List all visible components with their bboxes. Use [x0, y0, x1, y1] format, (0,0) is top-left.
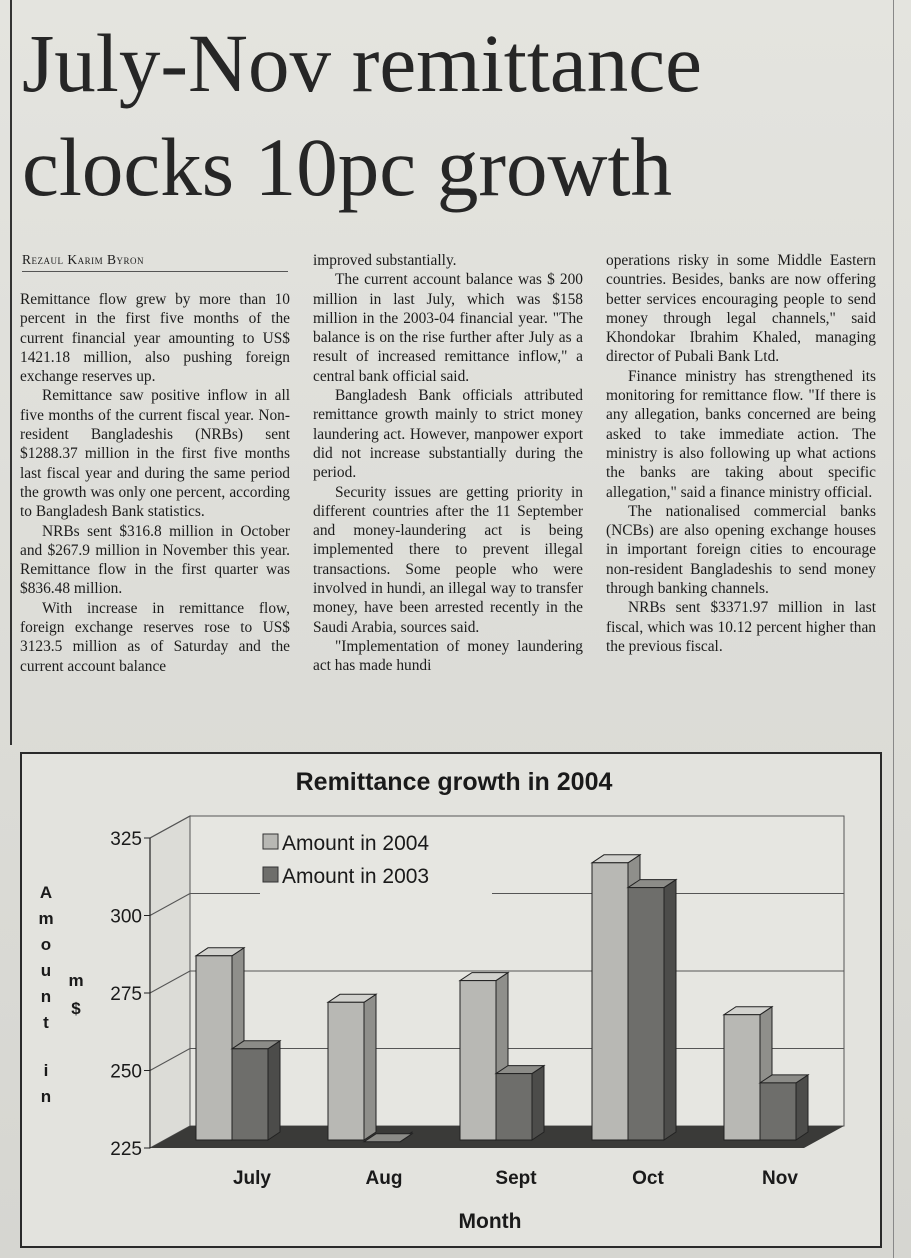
bar	[232, 1041, 280, 1140]
paragraph: NRBs sent $3371.97 million in last fiscal, which was 10.12 percent higher than the previous fiscal.	[606, 599, 876, 655]
article-column-1	[20, 290, 290, 676]
remittance-bar-chart	[22, 754, 880, 1246]
y-axis-label-char: A	[39, 883, 53, 902]
paragraph: Bangladesh Bank officials attributed remittance growth mainly to strict money laundering act. However, manpower export did not increase substantially during the period.	[313, 387, 583, 482]
y-axis-label-char: $	[71, 999, 81, 1018]
x-tick-label: Oct	[632, 1168, 664, 1189]
bar-front	[760, 1083, 796, 1140]
legend-swatch-2004	[263, 834, 278, 849]
chart-frame	[20, 752, 882, 1248]
y-tick-label: 225	[110, 1139, 142, 1160]
x-tick-label: Aug	[365, 1168, 403, 1189]
y-axis-label-char: n	[40, 987, 52, 1006]
bar-front	[592, 863, 628, 1140]
bar-side	[364, 994, 376, 1140]
chart-title: Remittance growth in 2004	[295, 768, 613, 796]
y-axis-label-char: t	[43, 1013, 49, 1032]
x-tick-label: July	[232, 1168, 272, 1189]
x-tick-label: Sept	[495, 1168, 537, 1189]
paragraph: The nationalised commercial banks (NCBs) are also opening exchange houses in important foreign cities to encourage non-resident Bangladeshis to send money through banking channels.	[606, 502, 876, 598]
x-axis-label: Month	[458, 1210, 522, 1233]
paragraph: With increase in remittance flow, foreign exchange reserves rose to US$ 3123.5 million as of Saturday and the current account balance	[20, 599, 290, 675]
bar-front	[724, 1015, 760, 1140]
bar-side	[664, 880, 676, 1140]
y-tick-label: 250	[110, 1061, 142, 1083]
paragraph: Finance ministry has strengthened its monitoring for remittance flow. "If there is any allegation, banks concerned are being asked to take immediate action. The ministry is also following up what actions the banks are taking about specific allegation," said a finance ministry official.	[606, 367, 876, 501]
bar-front	[496, 1074, 532, 1140]
legend-label-2003: Amount in 2003	[282, 865, 430, 888]
y-tick-label: 325	[110, 829, 142, 850]
paragraph: The current account balance was $ 200 million in last July, which was $158 million in the 2003-04 financial year. "The balance is on the rise further after July as a result of increased remittance inflow," a central bank official said.	[313, 271, 583, 385]
headline-line-1: July-Nov remittance	[22, 17, 702, 109]
y-axis-label-char: u	[40, 961, 52, 980]
paragraph: operations risky in some Middle Eastern countries. Besides, banks are now offering better services encouraging people to send money through legal channels," said Khondokar Ibrahim Khaled, managing director of Pubali Bank Ltd.	[606, 252, 876, 366]
paragraph: "Implementation of money laundering act has made hundi	[313, 637, 583, 675]
paragraph: Security issues are getting priority in different countries after the 11 September and money-laundering act is being implemented there to prevent illegal transactions. Some people who were involved in hundi, an illegal way to transfer money, have been arrested recently in the Saudi Arabia, sources said.	[313, 483, 583, 636]
column-rule-right	[893, 0, 894, 1258]
chart-legend	[260, 832, 492, 896]
bar-front	[196, 956, 232, 1140]
bar	[496, 1066, 544, 1140]
y-axis-label-char: m	[68, 971, 84, 990]
bar	[328, 994, 376, 1140]
legend-label-2004: Amount in 2004	[282, 832, 430, 855]
y-axis-label-char: n	[40, 1087, 52, 1106]
y-tick-label: 275	[110, 984, 142, 1005]
y-axis-label-char: m	[38, 909, 54, 928]
bar-front	[232, 1049, 268, 1140]
bar	[760, 1075, 808, 1140]
y-axis-label-char: i	[43, 1061, 49, 1080]
y-tick-label: 300	[110, 906, 142, 928]
y-axis-label	[38, 883, 83, 1106]
bar-side	[268, 1041, 280, 1140]
column-rule-left	[10, 0, 12, 745]
bar-front	[328, 1002, 364, 1140]
legend-swatch-2003	[263, 867, 278, 882]
bar-front	[628, 888, 664, 1140]
headline-line-2: clocks 10pc growth	[22, 121, 673, 213]
paragraph: NRBs sent $316.8 million in October and $267.9 million in November this year. Remittance flow in the first quarter was $836.48 million.	[20, 522, 290, 598]
bar-front	[460, 981, 496, 1140]
y-axis-label-char: o	[40, 935, 52, 954]
paragraph: Remittance flow grew by more than 10 percent in the first five months of the current financial year amounting to US$ 1421.18 million, also pushing foreign exchange reserves up.	[20, 291, 290, 386]
article-column-3	[606, 251, 876, 656]
bar-side	[796, 1075, 808, 1140]
x-tick-label: Nov	[762, 1168, 798, 1189]
article-column-2	[313, 251, 583, 676]
bar-side	[532, 1066, 544, 1140]
paragraph: improved substantially.	[313, 252, 457, 269]
byline: Rezaul Karim Byron	[22, 252, 288, 272]
paragraph: Remittance saw positive inflow in all five months of the current fiscal year. Non-resident Bangladeshis (NRBs) sent $1288.37 million in the first five months last fiscal year and during the same period the growth was only one percent, according to Bangladesh Bank statistics.	[20, 387, 290, 521]
bar	[628, 880, 676, 1140]
